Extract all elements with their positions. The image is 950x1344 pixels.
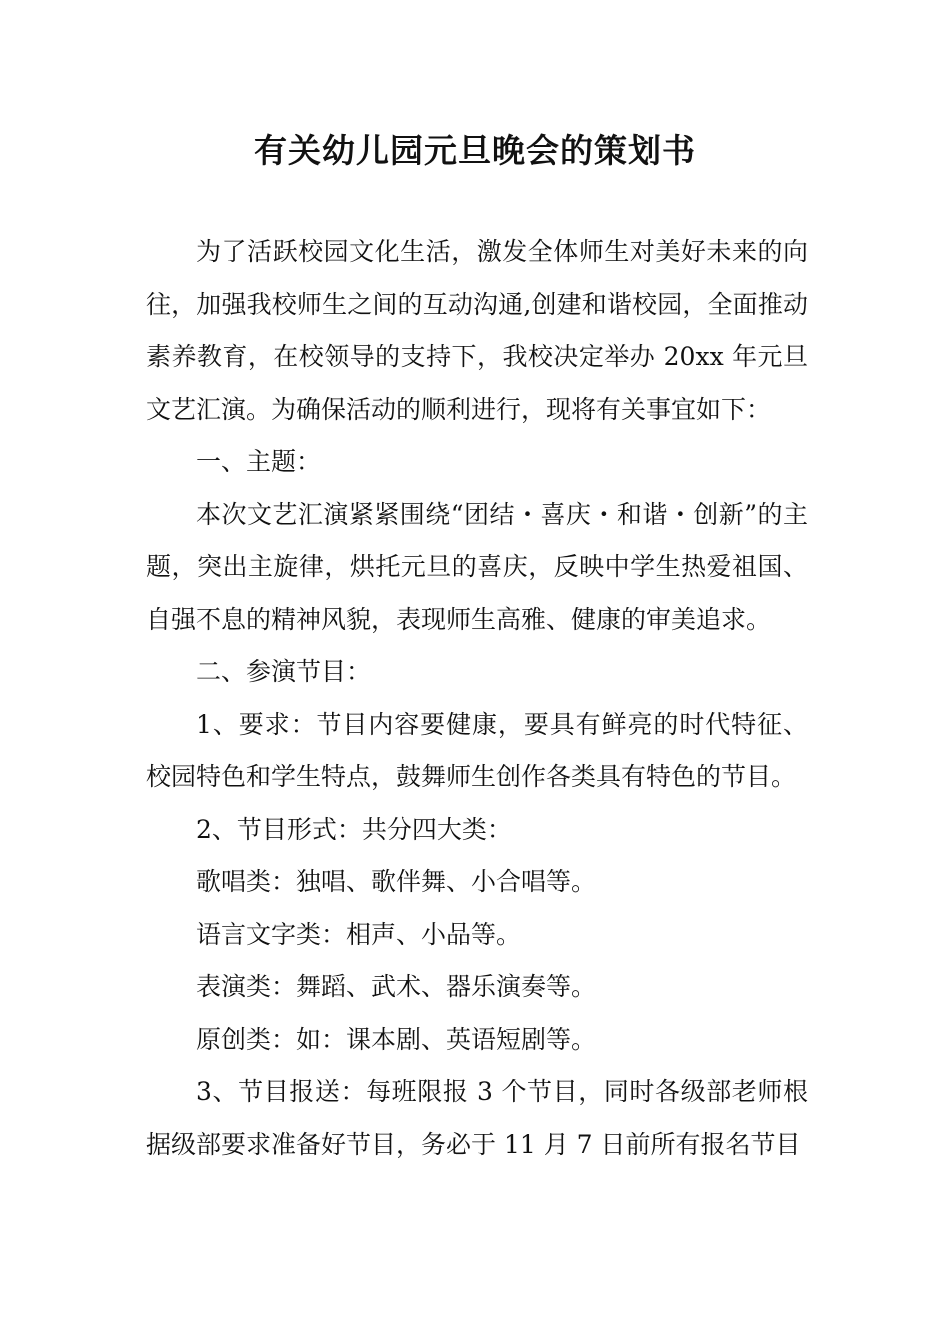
- document-body: [146, 226, 808, 1171]
- intro-paragraph: 为了活跃校园文化生活，激发全体师生对美好未来的向往，加强我校师生之间的互动沟通,创建和谐校园，全面推动素养教育，在校领导的支持下，我校决定举办 20xx 年元旦文艺汇演。为确保活动的顺利进行，现将有关事宜如下：: [146, 237, 808, 424]
- document-title: 有关幼儿园元旦晚会的策划书: [254, 131, 696, 170]
- category-original: 原创类：如：课本剧、英语短剧等。: [196, 1024, 597, 1054]
- category-language: 语言文字类：相声、小品等。: [196, 919, 522, 949]
- section-heading-programs: 二、参演节目：: [196, 657, 372, 686]
- section-heading-theme: 一、主题：: [196, 447, 322, 476]
- requirements-paragraph: 1、要求：节目内容要健康，要具有鲜亮的时代特征、校园特色和学生特点，鼓舞师生创作各类具有特色的节目。: [146, 709, 808, 791]
- submission-paragraph: 3、节目报送：每班限报 3 个节目，同时各级部老师根据级部要求准备好节目，务必于 11 月 7 日前所有报名节目: [146, 1077, 808, 1159]
- theme-paragraph: 本次文艺汇演紧紧围绕“团结・喜庆・和谐・创新”的主题，突出主旋律，烘托元旦的喜庆，反映中学生热爱祖国、自强不息的精神风貌，表现师生高雅、健康的审美追求。: [146, 499, 808, 634]
- category-performance: 表演类：舞蹈、武术、器乐演奏等。: [196, 972, 597, 1001]
- category-singing: 歌唱类：独唱、歌伴舞、小合唱等。: [196, 867, 597, 896]
- program-forms-paragraph: 2、节目形式：共分四大类：: [196, 814, 512, 844]
